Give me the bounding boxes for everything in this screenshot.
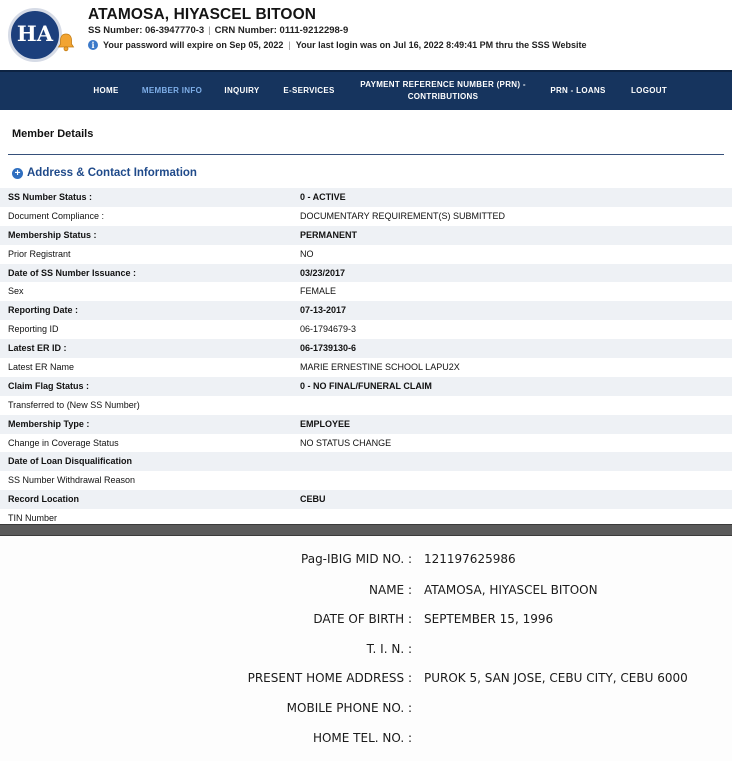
section-title[interactable]: Address & Contact Information [27, 167, 197, 179]
row-label: Change in Coverage Status [8, 437, 119, 448]
separator: | [208, 25, 211, 36]
row-label: SS Number Status : [8, 192, 93, 202]
last-login: Your last login was on Jul 16, 2022 8:49:41 PM thru the SSS Website [295, 40, 587, 50]
pagibig-member-panel [0, 536, 732, 761]
row-value: PERMANENT [300, 229, 358, 240]
separator: | [288, 40, 291, 50]
bell-icon[interactable] [56, 32, 76, 52]
nav-prn-contributions[interactable]: PAYMENT REFERENCE NUMBER (PRN) - CONTRIBUTIONS [360, 80, 526, 101]
row-value: MARIE ERNESTINE SCHOOL LAPU2X [300, 362, 460, 373]
info-icon: i [88, 40, 98, 50]
row-value: FEMALE [300, 286, 337, 297]
table-row [0, 245, 732, 264]
pagibig-row [0, 671, 732, 695]
row-label: Membership Type : [8, 418, 90, 429]
row-value: 0 - ACTIVE [300, 192, 346, 202]
row-value: EMPLOYEE [300, 418, 351, 429]
login-notice [88, 40, 587, 50]
table-row [0, 415, 732, 434]
row-label: TIN Number [8, 513, 58, 524]
table-row [0, 490, 732, 509]
pagibig-value: PUROK 5, SAN JOSE, CEBU CITY, CEBU 6000 [424, 671, 688, 685]
row-value: NO [300, 248, 314, 259]
pagibig-label: HOME TEL. NO. : [312, 731, 412, 745]
pagibig-row [0, 583, 732, 607]
row-label: Latest ER Name [8, 362, 75, 373]
pagibig-label: Pag-IBIG MID NO. : [301, 552, 412, 566]
table-row [0, 452, 732, 471]
table-row [0, 471, 732, 490]
row-value: 06-1739130-6 [300, 343, 357, 354]
row-label: Reporting ID [8, 324, 59, 335]
row-label: Record Location [8, 494, 80, 505]
table-row [0, 188, 732, 207]
table-row [0, 207, 732, 226]
page-title: Member Details [12, 128, 94, 140]
row-label: Document Compliance : [8, 210, 105, 221]
row-value: CEBU [300, 494, 326, 505]
table-row [0, 264, 732, 283]
row-label: Date of Loan Disqualification [8, 456, 133, 467]
pagibig-row [0, 552, 732, 576]
pagibig-label: NAME : [369, 583, 412, 597]
nav-prn-loans[interactable]: PRN - LOANS [550, 86, 606, 95]
nav-logout[interactable]: LOGOUT [630, 86, 668, 95]
avatar-initials: HA [16, 21, 54, 46]
pagibig-row [0, 701, 732, 725]
table-row [0, 301, 732, 320]
table-row [0, 339, 732, 358]
table-row [0, 377, 732, 396]
user-avatar [8, 8, 62, 62]
pagibig-value: SEPTEMBER 15, 1996 [424, 612, 554, 626]
main-nav [0, 70, 732, 110]
row-label: SS Number Withdrawal Reason [8, 475, 136, 486]
title-divider [8, 154, 724, 155]
row-label: Prior Registrant [8, 248, 71, 259]
row-label: Transferred to (New SS Number) [8, 399, 140, 410]
table-row [0, 358, 732, 377]
row-label: Claim Flag Status : [8, 380, 90, 391]
ss-number: SS Number: 06-3947770-3 [88, 25, 205, 36]
pagibig-row [0, 612, 732, 636]
pagibig-value: 121197625986 [424, 552, 516, 566]
pagibig-label: T. I. N. : [366, 642, 412, 656]
nav-member-info[interactable]: MEMBER INFO [141, 86, 203, 95]
row-value: DOCUMENTARY REQUIREMENT(S) SUBMITTED [300, 210, 506, 221]
row-value: 0 - NO FINAL/FUNERAL CLAIM [300, 380, 432, 391]
row-label: Reporting Date : [8, 305, 79, 316]
expand-plus-icon[interactable]: + [12, 168, 23, 179]
crn-number: CRN Number: 0111-9212298-9 [214, 25, 349, 36]
row-label: Sex [8, 286, 24, 297]
table-row [0, 282, 732, 301]
nav-inquiry[interactable]: INQUIRY [224, 86, 260, 95]
table-row [0, 396, 732, 415]
row-label: Membership Status : [8, 229, 97, 240]
pagibig-label: MOBILE PHONE NO. : [286, 701, 412, 715]
nav-home[interactable]: HOME [93, 86, 119, 95]
row-label: Latest ER ID : [8, 343, 67, 354]
row-value: 06-1794679-3 [300, 324, 357, 335]
row-value: NO STATUS CHANGE [300, 437, 392, 448]
row-label: Date of SS Number Issuance : [8, 267, 137, 278]
member-numbers [88, 25, 348, 36]
member-name: ATAMOSA, HIYASCEL BITOON [88, 6, 317, 23]
section-header[interactable] [12, 167, 197, 179]
nav-e-services[interactable]: E-SERVICES [283, 86, 335, 95]
pagibig-value: ATAMOSA, HIYASCEL BITOON [424, 583, 598, 597]
table-row [0, 320, 732, 339]
pagibig-label: PRESENT HOME ADDRESS : [247, 671, 412, 685]
pagibig-label: DATE OF BIRTH : [313, 612, 412, 626]
panel-divider [0, 524, 732, 536]
member-details-table [0, 188, 732, 528]
table-row [0, 434, 732, 453]
row-value: 07-13-2017 [300, 305, 347, 316]
pagibig-row [0, 731, 732, 755]
password-notice: Your password will expire on Sep 05, 2022 [103, 40, 284, 50]
pagibig-row [0, 642, 732, 666]
table-row [0, 226, 732, 245]
account-header [0, 0, 732, 70]
row-value: 03/23/2017 [300, 267, 346, 278]
